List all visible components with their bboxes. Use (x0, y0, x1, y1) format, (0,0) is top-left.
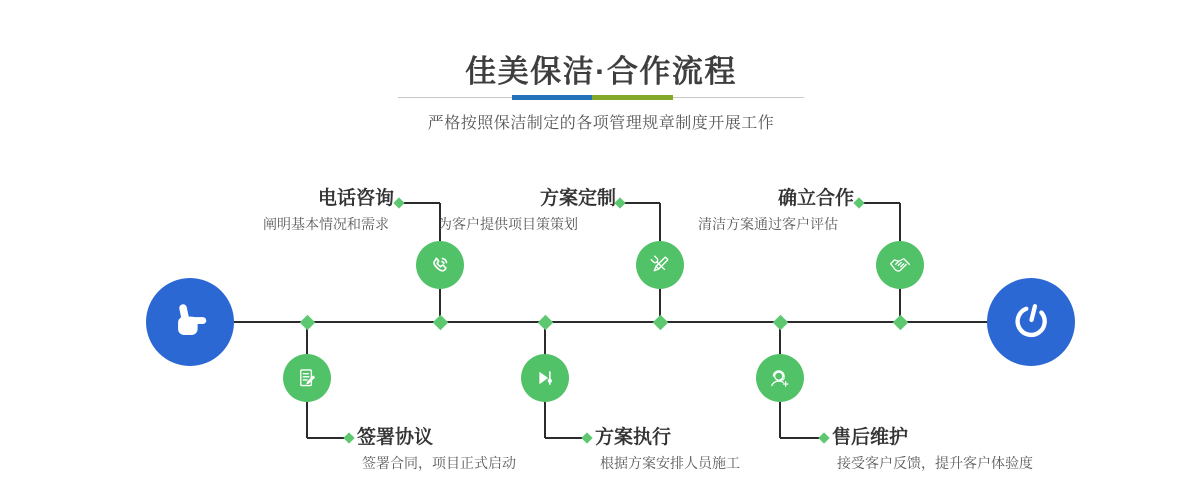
page-subtitle: 严格按照保洁制定的各项管理规章制度开展工作 (427, 115, 775, 132)
phone-icon (425, 250, 455, 280)
step-title: 电话咨询 (317, 188, 394, 209)
timeline-diamond (892, 314, 908, 330)
headset-support-icon (765, 363, 795, 393)
divider-green-segment (592, 95, 673, 100)
start-node (146, 278, 234, 366)
end-node (987, 278, 1075, 366)
step-desc: 接受客户反馈，提升客户体验度 (837, 455, 1033, 471)
step-desc: 根据方案安排人员施工 (600, 455, 740, 471)
step-consult (263, 187, 394, 233)
label-diamond (393, 197, 404, 208)
handshake-icon (885, 250, 915, 280)
timeline-diamond (652, 314, 668, 330)
title-divider (398, 95, 804, 100)
timeline-diamond (299, 314, 315, 330)
timeline-diamond (772, 314, 788, 330)
step-sign (357, 426, 516, 472)
divider-blue-segment (512, 95, 592, 100)
connector (621, 202, 660, 204)
label-diamond (581, 432, 592, 443)
label-diamond (614, 197, 625, 208)
connector (779, 402, 781, 438)
label-diamond (343, 432, 354, 443)
connector (545, 437, 585, 439)
connector (544, 402, 546, 438)
connector (659, 203, 661, 241)
step-title: 确立合作 (777, 188, 854, 209)
step-title: 售后维护 (832, 427, 909, 448)
step-node-cooperate (876, 241, 924, 289)
step-aftersale (832, 426, 1033, 472)
connector (306, 402, 308, 438)
timeline-line (233, 321, 989, 323)
step-title: 签署协议 (357, 427, 434, 448)
timeline-diamond (432, 314, 448, 330)
step-desc: 为客户提供项目策策划 (438, 216, 578, 232)
connector (400, 202, 440, 204)
step-node-customize (636, 241, 684, 289)
label-diamond (818, 432, 829, 443)
step-node-consult (416, 241, 464, 289)
step-execute (595, 426, 740, 472)
step-desc: 签署合同，项目正式启动 (362, 455, 516, 471)
play-slider-icon (530, 363, 560, 393)
step-node-aftersale (756, 354, 804, 402)
connector (860, 202, 900, 204)
design-tools-icon (645, 250, 675, 280)
sign-document-icon (292, 363, 322, 393)
step-cooperate (698, 187, 854, 233)
connector (780, 437, 822, 439)
step-title: 方案定制 (539, 188, 616, 209)
step-desc: 清洁方案通过客户评估 (698, 216, 838, 232)
label-diamond (853, 197, 864, 208)
power-icon (1005, 296, 1057, 348)
step-node-sign (283, 354, 331, 402)
timeline-diamond (537, 314, 553, 330)
step-title: 方案执行 (595, 427, 672, 448)
page-title: 佳美保洁·合作流程 (465, 54, 737, 89)
step-customize (438, 187, 616, 233)
step-desc: 阐明基本情况和需求 (263, 216, 389, 232)
step-node-execute (521, 354, 569, 402)
connector (899, 203, 901, 241)
pointing-hand-icon (164, 296, 216, 348)
connector (307, 437, 347, 439)
